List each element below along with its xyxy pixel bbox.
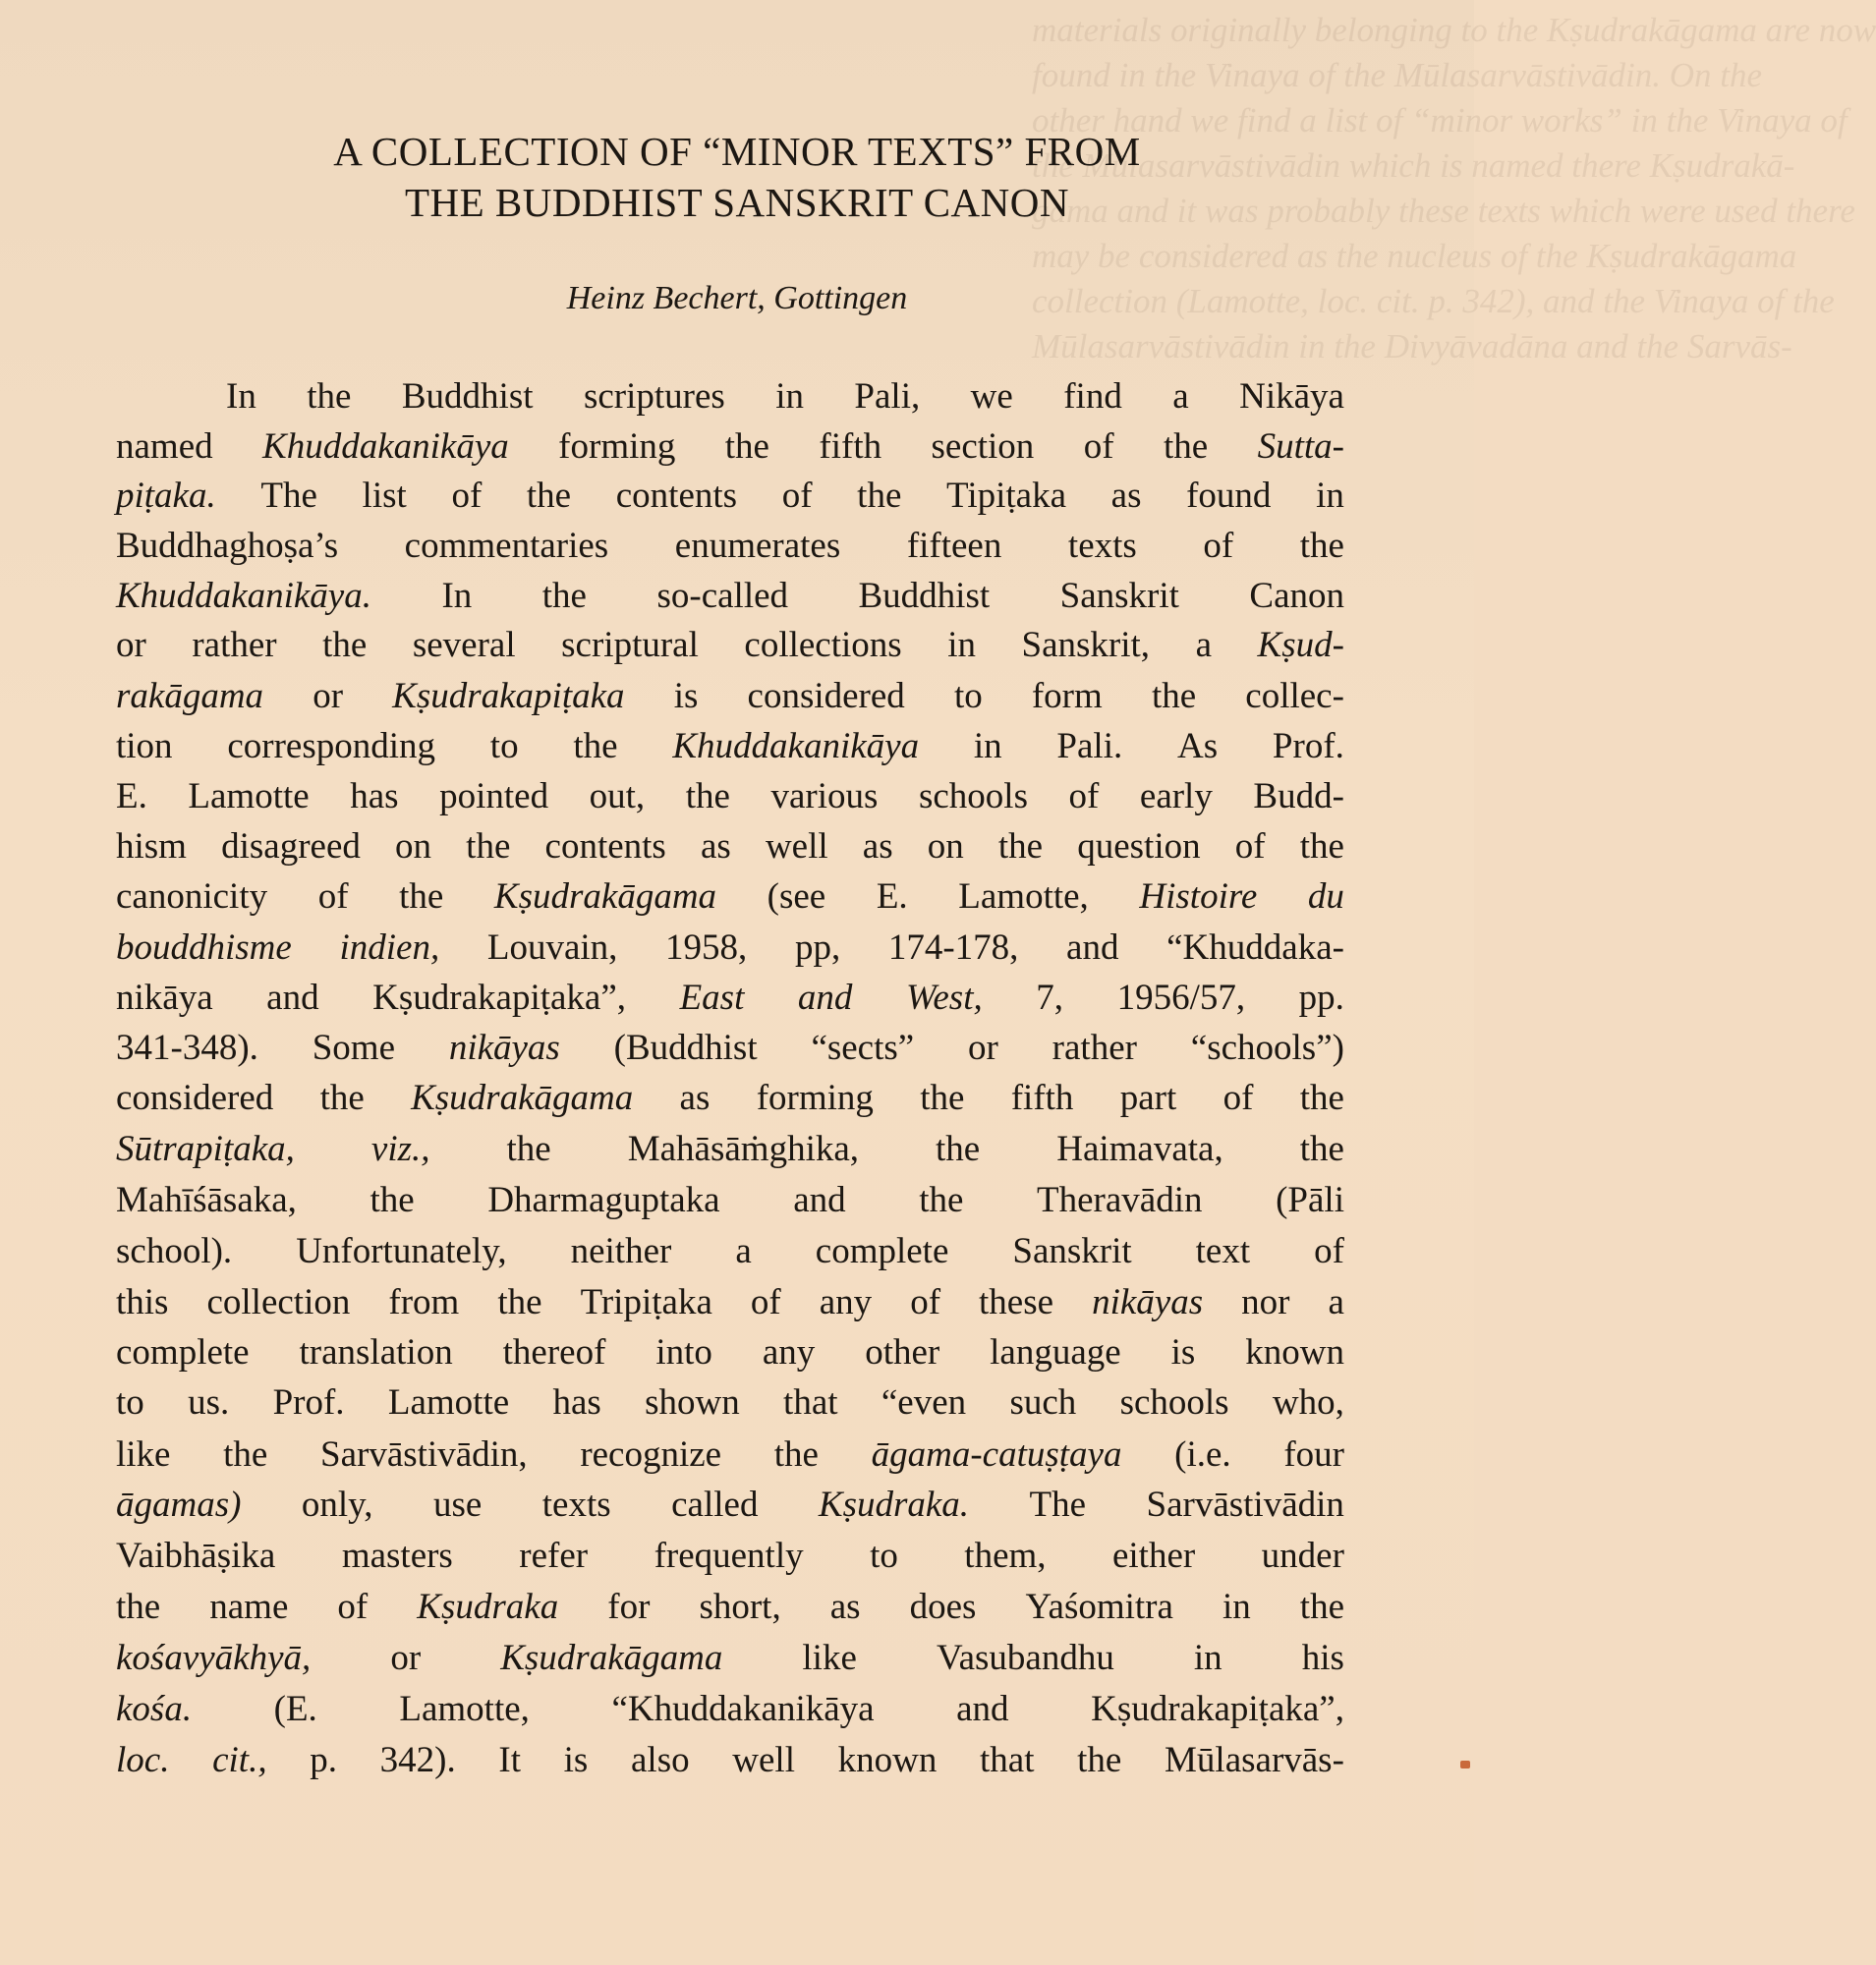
word: on <box>395 826 432 867</box>
word: early <box>1139 776 1213 816</box>
word: forming <box>558 426 676 467</box>
word: these <box>979 1282 1054 1322</box>
word: bouddhisme <box>116 927 292 968</box>
word: Lamotte, <box>958 876 1089 917</box>
word: Mahāsāṁghika, <box>627 1129 860 1169</box>
word: Buddhaghoṣa’s <box>116 526 339 566</box>
body-line <box>116 1635 1344 1682</box>
word: (i.e. <box>1174 1434 1231 1475</box>
word: that <box>783 1382 838 1423</box>
word: Kṣudrakāgama <box>493 876 717 917</box>
body-line <box>116 975 1344 1022</box>
word: any <box>819 1282 873 1322</box>
word: the <box>466 826 511 867</box>
word: in <box>973 726 1002 766</box>
word: Sanskrit <box>1012 1231 1132 1271</box>
word: and <box>956 1689 1009 1729</box>
word: does <box>909 1587 977 1627</box>
word: enumerates <box>674 526 841 566</box>
word: Dharmaguptaka <box>487 1180 720 1220</box>
word: Kṣudrakapiṭaka”, <box>372 978 627 1018</box>
word: fifth <box>819 426 882 467</box>
word: texts <box>1067 526 1137 566</box>
word: scriptures <box>583 376 725 417</box>
word: on <box>927 826 964 867</box>
word: and <box>266 978 319 1018</box>
word: “sects” <box>811 1028 915 1068</box>
word: nor <box>1241 1282 1290 1322</box>
body-line <box>116 925 1344 972</box>
word: only, <box>301 1485 373 1525</box>
word: The <box>260 476 317 516</box>
word: of <box>910 1282 941 1322</box>
word: in <box>1222 1587 1251 1627</box>
show-through-line: Mūlasarvāstivādin in the Divyāvadāna and the Sarvās- <box>1032 327 1792 365</box>
word: Kṣudraka <box>417 1587 559 1627</box>
word: well <box>732 1740 795 1780</box>
body-line <box>116 573 1344 620</box>
word: the <box>319 1078 365 1118</box>
word: the <box>1163 426 1209 467</box>
word: the <box>322 625 368 665</box>
word: name <box>209 1587 289 1627</box>
word: of <box>1234 826 1266 867</box>
word: to <box>116 1382 144 1423</box>
author-byline: Heinz Bechert, Gottingen <box>566 280 908 316</box>
body-line <box>116 1126 1344 1173</box>
word: form <box>1031 676 1103 716</box>
word: Buddhist <box>401 376 534 417</box>
word: “Khuddakanikāya <box>611 1689 875 1729</box>
word: 7, <box>1036 978 1064 1018</box>
word: the <box>1299 1129 1344 1169</box>
word: the <box>920 1078 965 1118</box>
word: and <box>797 978 853 1018</box>
word: (E. <box>273 1689 317 1729</box>
word: and <box>793 1180 846 1220</box>
word: the <box>919 1180 964 1220</box>
word: thereof <box>502 1332 606 1373</box>
word: Some <box>312 1028 395 1068</box>
word: called <box>671 1485 759 1525</box>
word: in <box>1193 1638 1222 1678</box>
word: Sutta- <box>1257 426 1344 467</box>
word: a <box>1328 1282 1344 1322</box>
word: list <box>362 476 407 516</box>
word: us. <box>188 1382 230 1423</box>
word: considered <box>747 676 905 716</box>
word: a <box>1172 376 1189 417</box>
word: E. <box>116 776 147 816</box>
word: East <box>679 978 745 1018</box>
body-line <box>116 1177 1344 1224</box>
word: in <box>775 376 804 417</box>
word: as <box>829 1587 861 1627</box>
body-line <box>116 523 1344 570</box>
word: the <box>541 576 587 616</box>
word: recognize <box>580 1434 722 1475</box>
word: It <box>498 1740 521 1780</box>
word: or <box>116 625 146 665</box>
word: Mahīśāsaka, <box>116 1180 297 1220</box>
word: a <box>735 1231 752 1271</box>
word: forming <box>756 1078 874 1118</box>
word: Kṣudrakapiṭaka”, <box>1091 1689 1344 1729</box>
word: complete <box>815 1231 949 1271</box>
word: is <box>563 1740 589 1780</box>
word: known <box>1245 1332 1344 1373</box>
word: viz., <box>370 1129 430 1169</box>
word: part <box>1119 1078 1177 1118</box>
show-through-line: gama and it was probably these texts which were used there <box>1032 192 1855 230</box>
word: to <box>953 676 983 716</box>
word: nikāyas <box>448 1028 560 1068</box>
word: Kṣudraka. <box>818 1485 970 1525</box>
word: Pali, <box>854 376 921 417</box>
word: schools <box>1119 1382 1229 1423</box>
word: nikāya <box>116 978 213 1018</box>
body-line <box>116 1379 1344 1427</box>
word: the <box>936 1129 981 1169</box>
word: is <box>673 676 699 716</box>
word: well <box>765 826 828 867</box>
word: rather <box>192 625 277 665</box>
word: “even <box>881 1382 967 1423</box>
word: neither <box>570 1231 672 1271</box>
body-line <box>116 873 1344 921</box>
word: Yaśomitra <box>1025 1587 1173 1627</box>
word: complete <box>116 1332 250 1373</box>
word: pp. <box>1298 978 1344 1018</box>
word: Vaibhāṣika <box>116 1536 276 1576</box>
word: collections <box>744 625 902 665</box>
word: tion <box>116 726 173 766</box>
word: the <box>1299 1078 1344 1118</box>
body-line <box>116 1075 1344 1122</box>
word: rakāgama <box>116 676 264 716</box>
word: of <box>1314 1231 1344 1271</box>
word: piṭaka. <box>116 476 216 516</box>
word: the <box>1077 1740 1122 1780</box>
body-line <box>116 1279 1344 1326</box>
word: Canon <box>1249 576 1344 616</box>
word: various <box>770 776 879 816</box>
word: his <box>1301 1638 1344 1678</box>
word: (Buddhist <box>613 1028 758 1068</box>
word: the <box>1299 1587 1344 1627</box>
word: masters <box>341 1536 453 1576</box>
word: Pali. <box>1056 726 1123 766</box>
word: of <box>1203 526 1234 566</box>
word: under <box>1261 1536 1344 1576</box>
word: canonicity <box>116 876 268 917</box>
body-line <box>116 1686 1344 1733</box>
word: Lamotte, <box>399 1689 530 1729</box>
word: the <box>497 1282 542 1322</box>
word: āgamas) <box>116 1485 242 1525</box>
body-line <box>116 723 1344 770</box>
word: a <box>1195 625 1212 665</box>
word: as <box>862 826 893 867</box>
word: fifteen <box>906 526 1002 566</box>
word: In <box>441 576 473 616</box>
word: Lamotte <box>188 776 310 816</box>
word: of <box>781 476 813 516</box>
body-line <box>116 1482 1344 1529</box>
word: known <box>837 1740 938 1780</box>
word: of <box>1222 1078 1254 1118</box>
word: found <box>1186 476 1272 516</box>
word: 341-348). <box>116 1028 258 1068</box>
word: Louvain, <box>486 927 618 968</box>
word: texts <box>541 1485 611 1525</box>
show-through-line: found in the Vinaya of the Mūlasarvāstivādin. On the <box>1032 56 1762 94</box>
word: the <box>1299 826 1344 867</box>
word: nikāyas <box>1092 1282 1204 1322</box>
body-line <box>116 473 1344 520</box>
word: school). <box>116 1231 233 1271</box>
word: (see <box>767 876 826 917</box>
show-through-line: other hand we find a list of “minor works” in the Vinaya of <box>1032 101 1848 140</box>
word: loc. <box>116 1740 170 1780</box>
body-line <box>116 773 1344 820</box>
word: West, <box>905 978 983 1018</box>
word: Mūlasarvās- <box>1165 1740 1344 1780</box>
word: of <box>1068 776 1100 816</box>
word: Sarvāstivādin, <box>320 1434 528 1475</box>
word: the <box>997 826 1044 867</box>
word: Khuddakanikāya. <box>116 576 371 616</box>
body-line <box>116 622 1344 669</box>
word: or <box>313 676 344 716</box>
word: collec- <box>1245 676 1344 716</box>
word: the <box>399 876 444 917</box>
body-line <box>116 1228 1344 1275</box>
word: contents <box>544 826 666 867</box>
word: kośa. <box>116 1689 193 1729</box>
word: E. <box>876 876 908 917</box>
word: the <box>773 1434 819 1475</box>
word: Sarvāstivādin <box>1146 1485 1344 1525</box>
word: like <box>116 1434 171 1475</box>
word: the <box>857 476 902 516</box>
word: to <box>489 726 519 766</box>
word: In <box>226 376 256 417</box>
word: Unfortunately, <box>296 1231 507 1271</box>
word: use <box>433 1485 483 1525</box>
word: of <box>317 876 349 917</box>
word: 174-178, <box>887 927 1019 968</box>
word: the <box>223 1434 268 1475</box>
word: as <box>1110 476 1142 516</box>
word: section <box>931 426 1035 467</box>
word: like <box>802 1638 857 1678</box>
word: language <box>990 1332 1121 1373</box>
article-title <box>0 126 1795 228</box>
word: fifth <box>1010 1078 1074 1118</box>
word: translation <box>299 1332 453 1373</box>
word: 1956/57, <box>1116 978 1246 1018</box>
word: schools <box>918 776 1028 816</box>
word: question <box>1077 826 1201 867</box>
word: Sūtrapiṭaka, <box>116 1129 295 1169</box>
word: shown <box>645 1382 740 1423</box>
word: who, <box>1272 1382 1344 1423</box>
word: the <box>370 1180 415 1220</box>
word: and <box>1066 927 1119 968</box>
word: this <box>116 1282 169 1322</box>
word: has <box>552 1382 601 1423</box>
word: the <box>506 1129 551 1169</box>
word: the <box>307 376 352 417</box>
word: the <box>116 1587 161 1627</box>
word: considered <box>116 1078 274 1118</box>
word: cit., <box>212 1740 267 1780</box>
article-title-line-1: A COLLECTION OF “MINOR TEXTS” FROM <box>333 129 1141 174</box>
word: collection <box>206 1282 351 1322</box>
word: or <box>390 1638 422 1678</box>
word: so-called <box>656 576 789 616</box>
word: commentaries <box>404 526 609 566</box>
word: 1958, <box>665 927 748 968</box>
word: four <box>1283 1434 1344 1475</box>
word: pointed <box>439 776 549 816</box>
word: Nikāya <box>1239 376 1344 417</box>
word: Tipiṭaka <box>946 476 1066 516</box>
word: in <box>947 625 976 665</box>
word: named <box>116 426 213 467</box>
word: rather <box>1052 1028 1137 1068</box>
word: (Pāli <box>1276 1180 1344 1220</box>
show-through-line: materials originally belonging to the Kṣudrakāgama are now <box>1032 11 1876 49</box>
body-line <box>116 1584 1344 1631</box>
word: As <box>1177 726 1219 766</box>
word: Kṣud- <box>1257 625 1344 665</box>
word: p. <box>310 1740 337 1780</box>
word: the <box>724 426 769 467</box>
article-title-line-2: THE BUDDHIST SANSKRIT CANON <box>404 180 1069 225</box>
word: Prof. <box>272 1382 345 1423</box>
word: for <box>607 1587 651 1627</box>
word: we <box>970 376 1013 417</box>
word: short, <box>699 1587 781 1627</box>
word: as <box>700 826 731 867</box>
word: Khuddakanikāya <box>262 426 509 467</box>
word: Kṣudrakapiṭaka <box>392 676 625 716</box>
show-through-line: may be considered as the nucleus of the Kṣudrakāgama <box>1032 237 1797 275</box>
word: āgama-catuṣṭaya <box>871 1434 1122 1475</box>
word: Sanskrit, <box>1021 625 1151 665</box>
word: Tripiṭaka <box>580 1282 712 1322</box>
body-line <box>116 673 1344 720</box>
word: scriptural <box>561 625 699 665</box>
word: refer <box>519 1536 589 1576</box>
word: “Khuddaka- <box>1166 927 1344 968</box>
word: of <box>451 476 483 516</box>
word: any <box>762 1332 816 1373</box>
word: find <box>1063 376 1122 417</box>
word: Haimavata, <box>1056 1129 1223 1169</box>
word: The <box>1029 1485 1087 1525</box>
word: Kṣudrakāgama <box>500 1638 723 1678</box>
word: also <box>631 1740 690 1780</box>
word: in <box>1316 476 1344 516</box>
word: Kṣudrakāgama <box>411 1078 634 1118</box>
word: or <box>968 1028 998 1068</box>
word: has <box>350 776 399 816</box>
word: Sanskrit <box>1059 576 1179 616</box>
word: into <box>655 1332 712 1373</box>
body-line <box>226 373 1344 421</box>
show-through-line: the Mūlasarvāstivādin which is named there Kṣudrakā- <box>1032 146 1795 185</box>
word: them, <box>964 1536 1047 1576</box>
body-line <box>116 423 1344 471</box>
word: pp, <box>794 927 841 968</box>
word: du <box>1307 876 1344 917</box>
word: the <box>573 726 618 766</box>
word: Prof. <box>1272 726 1344 766</box>
word: the <box>1151 676 1197 716</box>
show-through-line: collection (Lamotte, loc. cit. p. 342), and the Vinaya of the <box>1032 282 1835 320</box>
word: either <box>1111 1536 1196 1576</box>
word: from <box>388 1282 460 1322</box>
body-line <box>116 823 1344 870</box>
word: such <box>1009 1382 1077 1423</box>
word: out, <box>589 776 646 816</box>
word: of <box>750 1282 781 1322</box>
body-line <box>116 1432 1344 1479</box>
word: to <box>870 1536 898 1576</box>
word: the <box>526 476 572 516</box>
word: kośavyākhyā, <box>116 1638 312 1678</box>
ink-mark <box>1460 1761 1470 1768</box>
body-line <box>116 1329 1344 1376</box>
word: several <box>412 625 516 665</box>
word: contents <box>615 476 738 516</box>
word: that <box>980 1740 1035 1780</box>
word: of <box>337 1587 369 1627</box>
word: corresponding <box>227 726 436 766</box>
body-line <box>116 1737 1344 1784</box>
body-line <box>116 1025 1344 1072</box>
word: disagreed <box>221 826 361 867</box>
word: Vasubandhu <box>936 1638 1114 1678</box>
word: as <box>679 1078 711 1118</box>
word: 342). <box>379 1740 456 1780</box>
word: Lamotte <box>387 1382 510 1423</box>
word: Khuddakanikāya <box>672 726 920 766</box>
word: the <box>1299 526 1344 566</box>
body-line <box>116 1533 1344 1580</box>
word: frequently <box>654 1536 804 1576</box>
word: indien, <box>339 927 440 968</box>
word: Buddhist <box>858 576 991 616</box>
word: other <box>865 1332 940 1373</box>
word: text <box>1195 1231 1251 1271</box>
word: hism <box>116 826 187 867</box>
word: “schools”) <box>1190 1028 1344 1068</box>
word: Histoire <box>1139 876 1258 917</box>
word: Budd- <box>1253 776 1344 816</box>
word: the <box>685 776 730 816</box>
word: is <box>1170 1332 1196 1373</box>
word: of <box>1083 426 1114 467</box>
word: Theravādin <box>1037 1180 1203 1220</box>
